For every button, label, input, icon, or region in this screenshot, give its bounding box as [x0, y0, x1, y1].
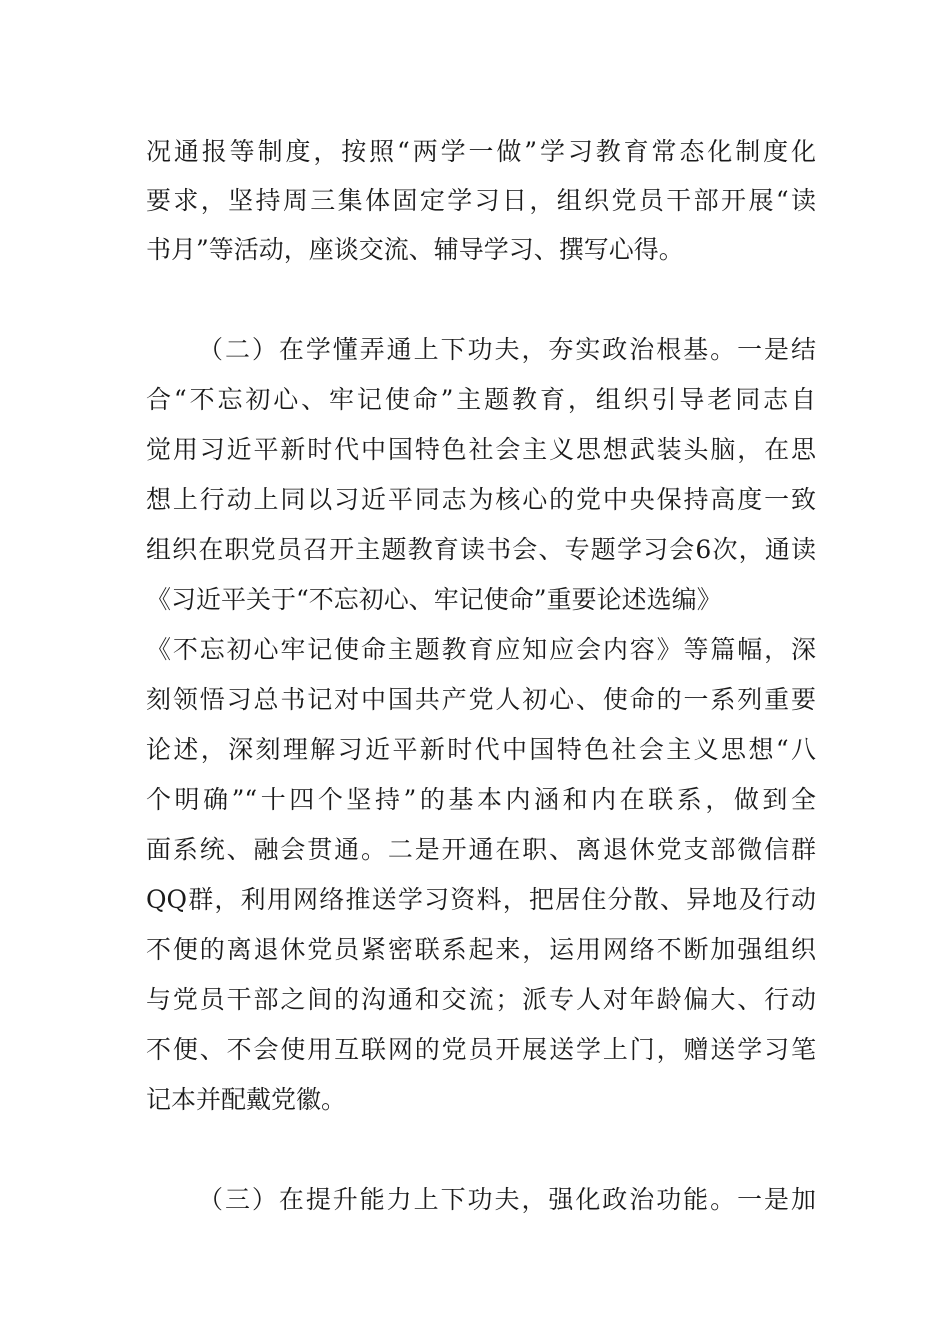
paragraph-heading-line: （二）在学懂弄通上下功夫，夯实政治根基。一是结	[198, 335, 816, 364]
paragraph-line: 书月”等活动，座谈交流、辅导学习、撰写心得。	[146, 235, 684, 264]
paragraph-line: 组织在职党员召开主题教育读书会、专题学习会6次，通读	[146, 535, 816, 564]
paragraph-line: 要求，坚持周三集体固定学习日，组织党员干部开展“读	[146, 186, 816, 215]
paragraph-line: 《不忘初心牢记使命主题教育应知应会内容》等篇幅，深	[146, 635, 816, 664]
paragraph-line: 不便的离退休党员紧密联系起来，运用网络不断加强组织	[146, 935, 816, 964]
paragraph-line: 况通报等制度，按照“两学一做”学习教育常态化制度化	[146, 137, 816, 166]
paragraph-line: QQ群，利用网络推送学习资料，把居住分散、异地及行动	[146, 885, 816, 914]
paragraph-heading-line: （三）在提升能力上下功夫，强化政治功能。一是加	[198, 1185, 816, 1214]
paragraph-line: 觉用习近平新时代中国特色社会主义思想武装头脑，在思	[146, 435, 816, 464]
paragraph-line: 《习近平关于“不忘初心、牢记使命”重要论述选编》	[146, 585, 722, 614]
paragraph-line: 不便、不会使用互联网的党员开展送学上门，赠送学习笔	[146, 1035, 816, 1064]
paragraph-line: 想上行动上同以习近平同志为核心的党中央保持高度一致	[146, 485, 816, 514]
paragraph-line: 面系统、融会贯通。二是开通在职、离退休党支部微信群	[146, 835, 816, 864]
paragraph-line: 论述，深刻理解习近平新时代中国特色社会主义思想“八	[146, 735, 816, 764]
paragraph-line: 刻领悟习总书记对中国共产党人初心、使命的一系列重要	[146, 685, 816, 714]
paragraph-line: 合“不忘初心、牢记使命”主题教育，组织引导老同志自	[146, 385, 816, 414]
paragraph-line: 与党员干部之间的沟通和交流；派专人对年龄偏大、行动	[146, 985, 816, 1014]
paragraph-line: 记本并配戴党徽。	[146, 1085, 347, 1114]
paragraph-line: 个明确”“十四个坚持”的基本内涵和内在联系，做到全	[146, 785, 816, 814]
